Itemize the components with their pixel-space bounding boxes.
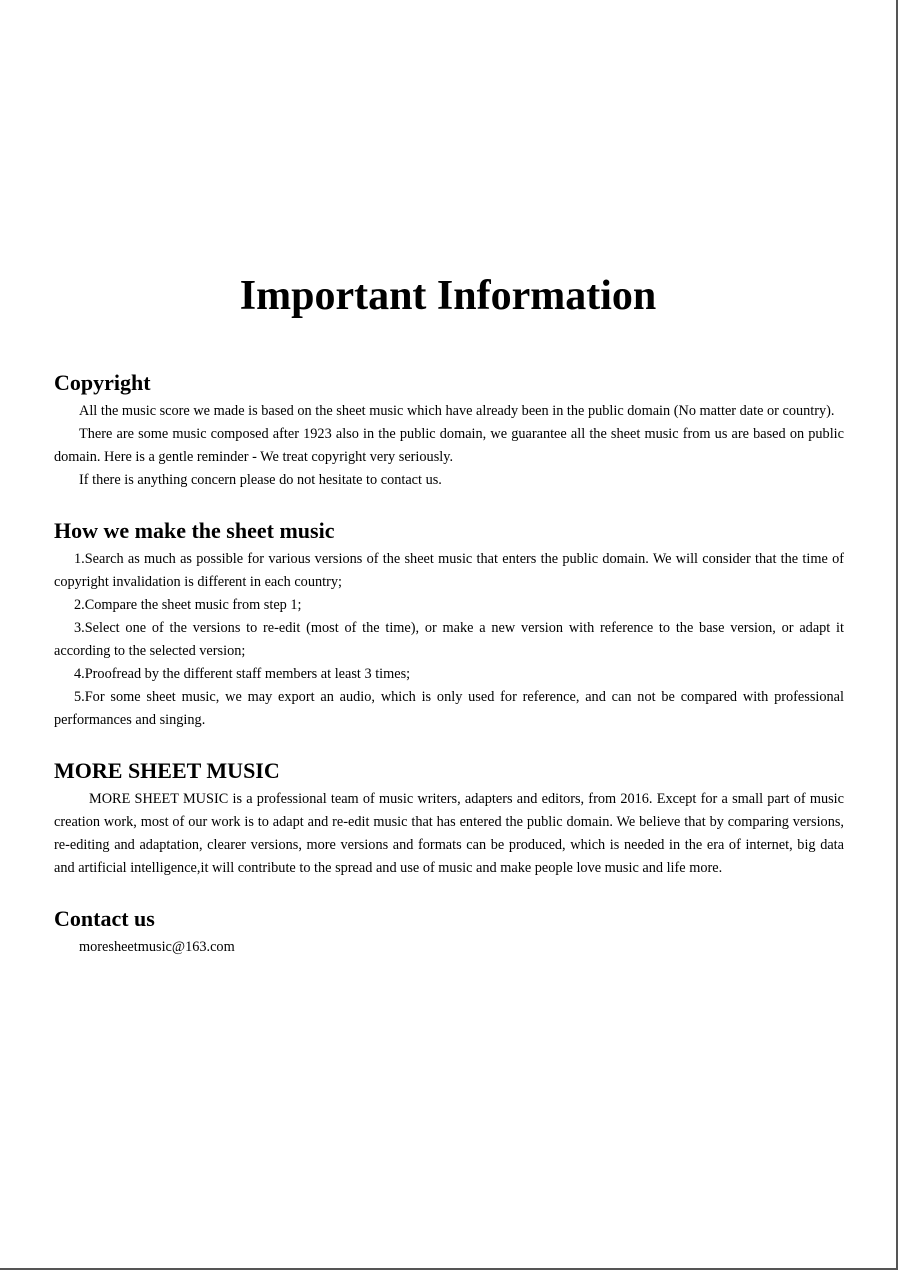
- how-we-make-heading: How we make the sheet music: [54, 518, 335, 543]
- contact-heading: Contact us: [54, 906, 155, 931]
- copyright-heading: Copyright: [54, 370, 151, 395]
- document-body: [54, 366, 844, 981]
- how-we-make-section: [54, 514, 844, 732]
- contact-section: [54, 902, 844, 959]
- more-sheet-music-heading: MORE SHEET MUSIC: [54, 758, 280, 783]
- copyright-paragraph-2: There are some music composed after 1923 also in the public domain, we guarantee all the sheet music from us are based on public domain. Here is a gentle reminder - We treat copyright very seriously.: [54, 426, 844, 465]
- copyright-section: [54, 366, 844, 492]
- how-step-2: 2.Compare the sheet music from step 1;: [74, 597, 302, 613]
- copyright-paragraph-3: If there is anything concern please do not hesitate to contact us.: [79, 472, 442, 488]
- how-step-1: 1.Search as much as possible for various versions of the sheet music that enters the public domain. We will consider that the time of copyright invalidation is different in each country;: [54, 551, 844, 590]
- how-step-3: 3.Select one of the versions to re-edit (most of the time), or make a new version with reference to the base version, or adapt it according to the selected version;: [54, 620, 844, 659]
- copyright-paragraph-1: All the music score we made is based on the sheet music which have already been in the public domain (No matter date or country).: [79, 403, 835, 419]
- contact-email: moresheetmusic@163.com: [79, 939, 235, 955]
- how-step-5: 5.For some sheet music, we may export an audio, which is only used for reference, and can not be compared with professional performances and singing.: [54, 689, 844, 728]
- how-step-4: 4.Proofread by the different staff members at least 3 times;: [74, 666, 411, 682]
- more-sheet-music-section: [54, 754, 844, 880]
- page-title: Important Information: [239, 273, 657, 319]
- more-sheet-music-paragraph: MORE SHEET MUSIC is a professional team of music writers, adapters and editors, from 2016. Except for a small part of music creation work, most of our work is to adapt and re-edit music that has entered the public domain. We believe that by comparing versions, re-editing and adaptation, clearer versions, more versions and formats can be produced, which is needed in the era of internet, big data and artificial intelligence,it will contribute to the spread and use of music and make people love music and life more.: [54, 791, 844, 876]
